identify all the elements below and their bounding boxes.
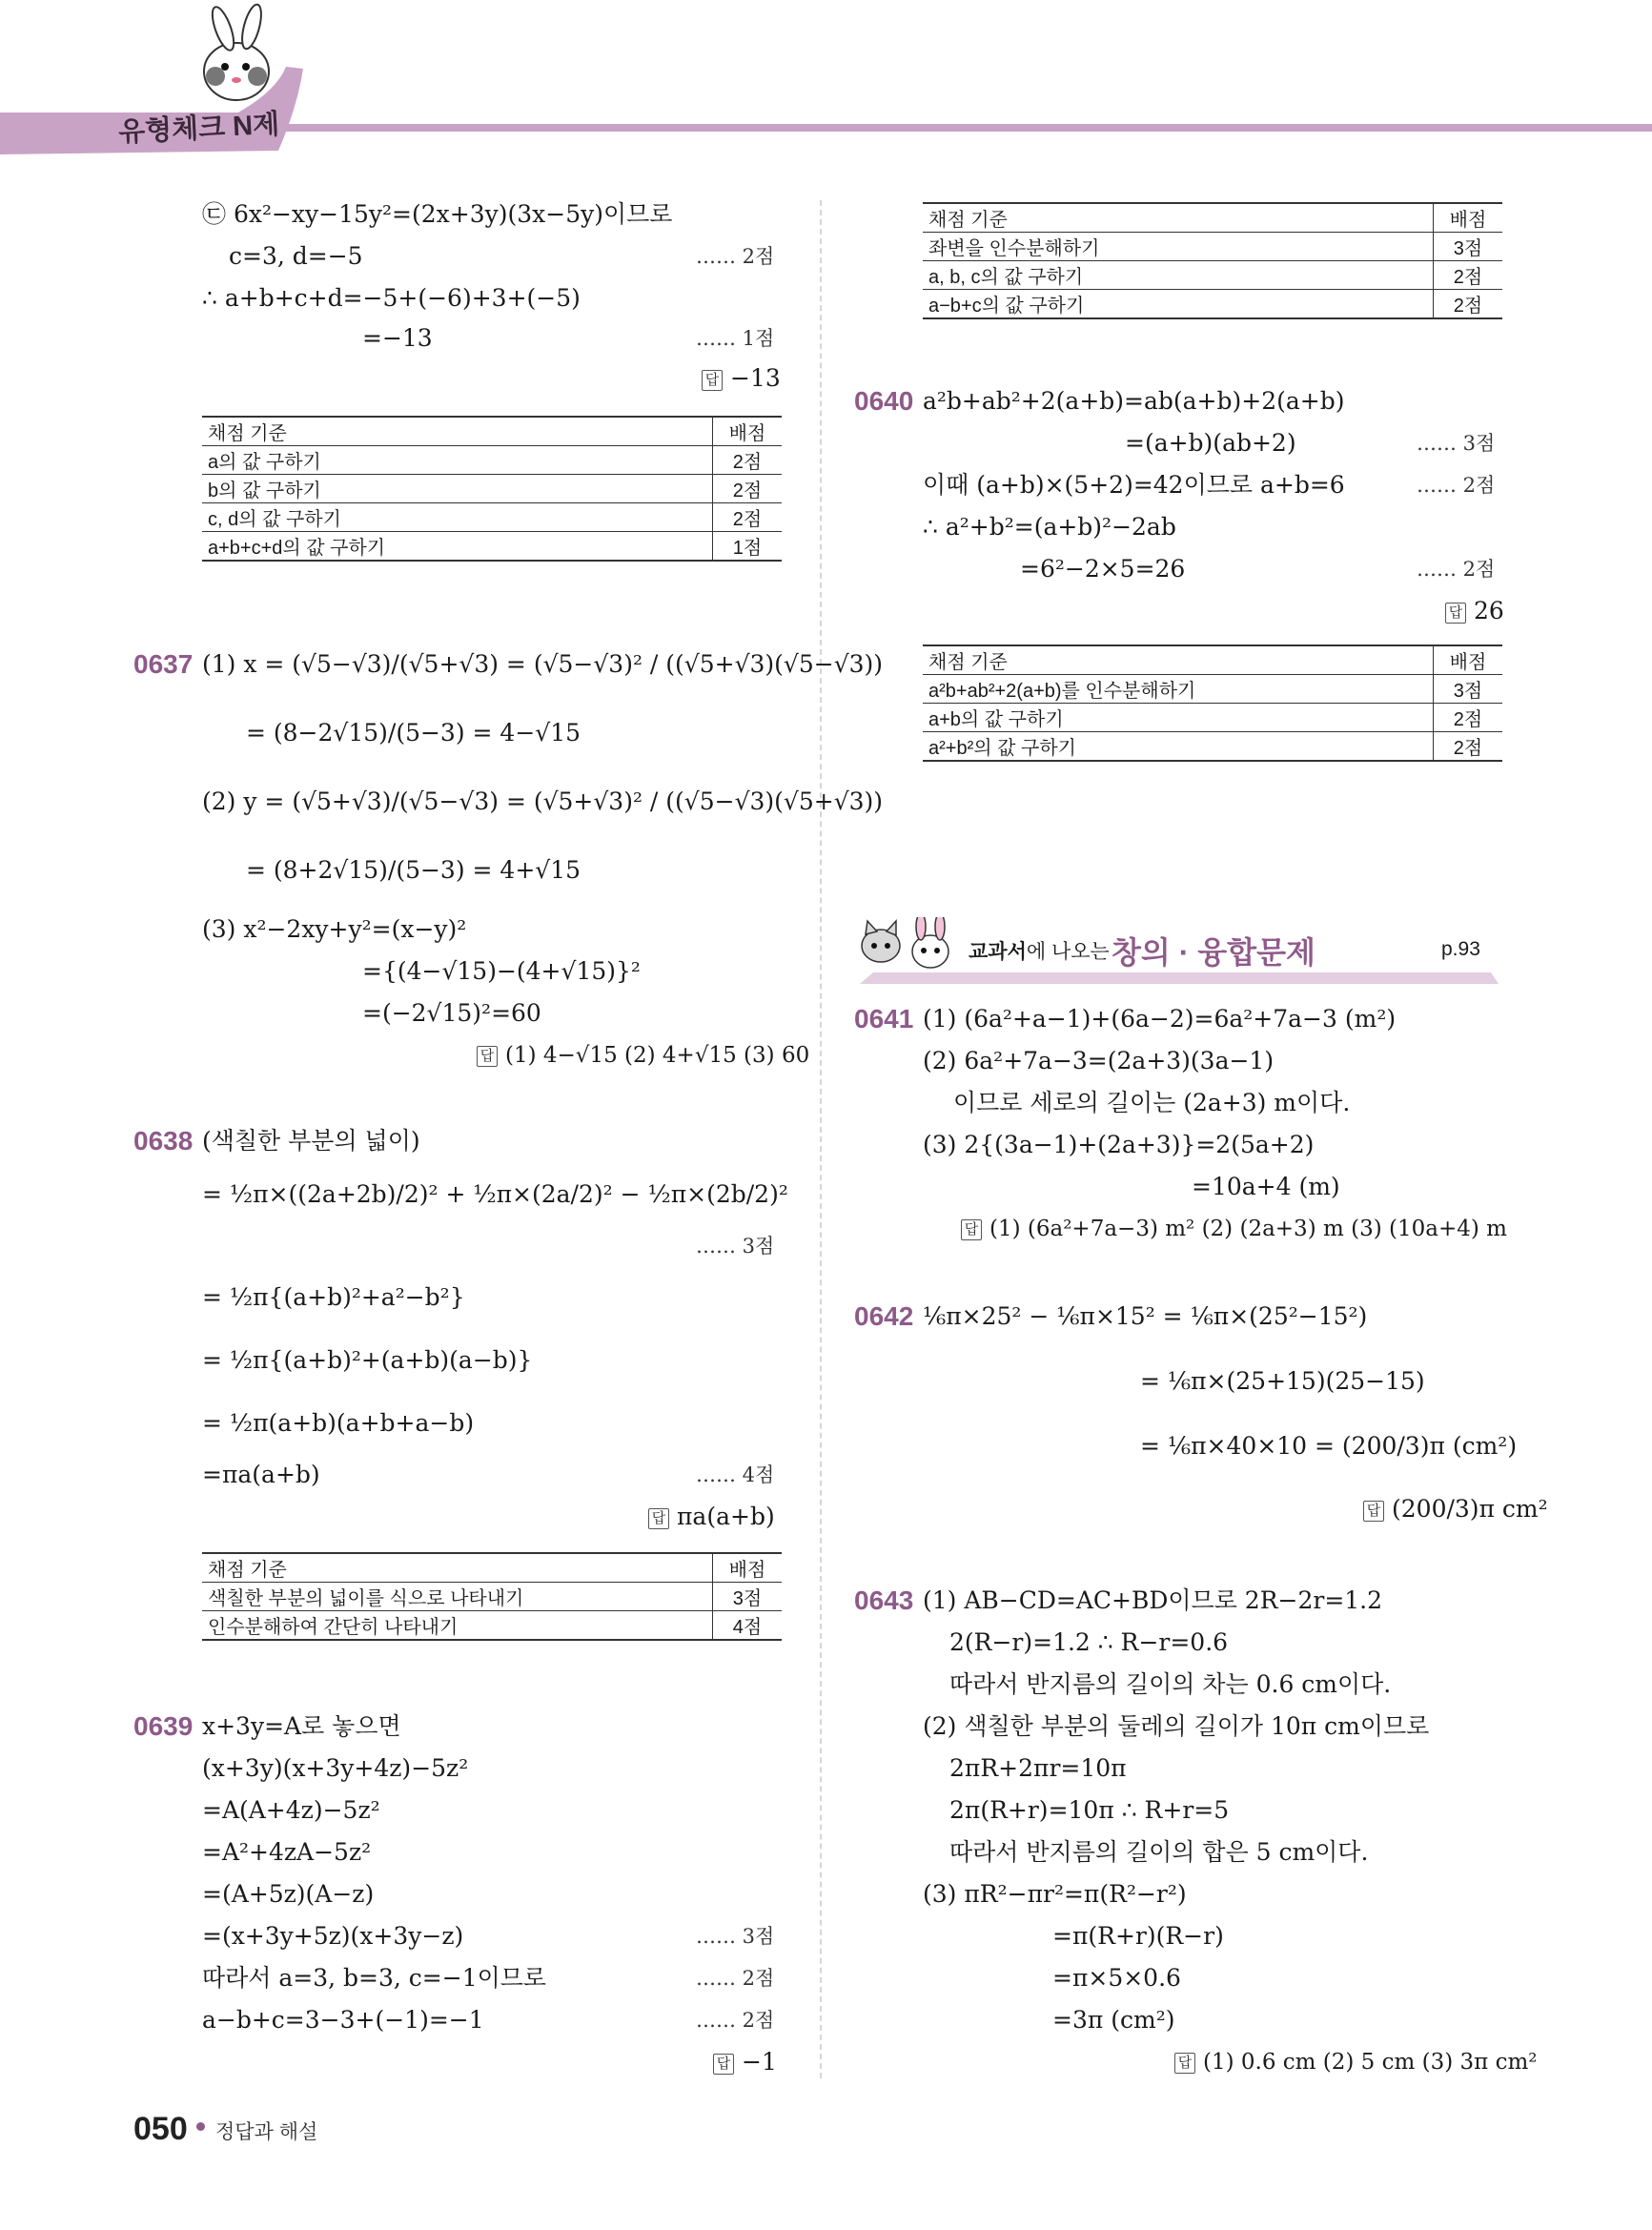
p0643-line-8: (3) πR²−πr²=π(R²−r²) — [923, 1880, 1187, 1908]
cont-line-4: =−13 — [362, 324, 433, 352]
p0641-line-2: (2) 6a²+7a−3=(2a+3)(3a−1) — [923, 1047, 1275, 1074]
criteria-cell: a²b+ab²+2(a+b)를 인수분해하기 — [923, 675, 1434, 704]
section-title: 창의 · 융합문제 — [1112, 935, 1315, 970]
p0643-line-9: =π(R+r)(R−r) — [1052, 1922, 1224, 1950]
criteria-cell: a+b+c+d의 값 구하기 — [202, 532, 713, 562]
p0640-line-4: ∴ a²+b²=(a+b)²−2ab — [923, 513, 1176, 541]
header-title: 유형체크 N제 — [117, 109, 280, 149]
answer-mark-icon: 답 — [702, 370, 723, 391]
p0638-line-1: (색칠한 부분의 넓이) — [202, 1127, 420, 1155]
p0639-line-8: a−b+c=3−3+(−1)=−1 — [202, 2006, 484, 2034]
p0638-points-2: …… 4점 — [696, 1463, 775, 1486]
p0641-line-5: =10a+4 (m) — [1192, 1173, 1340, 1200]
points-cell: 3점 — [1434, 675, 1503, 704]
p0643-line-4: (2) 색칠한 부분의 둘레의 길이가 10π cm이므로 — [923, 1712, 1430, 1740]
answer-text: πa(a+b) — [677, 1503, 775, 1530]
answer-mark-icon: 답 — [1174, 2053, 1195, 2074]
p0640-points-1: …… 3점 — [1417, 432, 1496, 455]
p0640-line-1: a²b+ab²+2(a+b)=ab(a+b)+2(a+b) — [923, 387, 1345, 415]
p0638-line-2: = ½π×((2a+2b)/2)² + ½π×(2a/2)² − ½π×(2b/2)² — [202, 1180, 788, 1208]
answer-mark-icon: 답 — [961, 1219, 982, 1240]
page-number: 050 — [133, 2111, 188, 2147]
answer-text: (200/3)π cm² — [1392, 1495, 1548, 1523]
p0643-line-10: =π×5×0.6 — [1052, 1964, 1181, 1992]
p0639-points-1: …… 3점 — [696, 1925, 775, 1948]
p0642-answer — [1363, 1493, 1548, 1525]
problem-number-0643: 0643 — [854, 1586, 914, 1615]
p0638-line-4: = ½π{(a+b)²+(a+b)(a−b)} — [202, 1346, 533, 1374]
p0639-line-5: =(A+5z)(A−z) — [202, 1880, 375, 1908]
problem-number-0641: 0641 — [854, 1004, 914, 1033]
cont-answer — [702, 362, 781, 395]
answer-text: (1) 0.6 cm (2) 5 cm (3) 3π cm² — [1203, 2050, 1538, 2075]
criteria-table-cont — [202, 416, 782, 562]
p0639-line-3: =A(A+4z)−5z² — [202, 1796, 380, 1824]
answer-text: −1 — [742, 2048, 777, 2076]
section-label — [969, 936, 1110, 965]
answer-mark-icon: 답 — [648, 1508, 669, 1529]
problem-number-0637: 0637 — [133, 649, 194, 679]
footer-bullet-icon — [196, 2122, 205, 2131]
p0639-points-3: …… 2점 — [696, 2009, 775, 2032]
footer-label: 정답과 해설 — [215, 2121, 318, 2143]
answer-mark-icon: 답 — [1445, 603, 1466, 624]
criteria-cell: a−b+c의 값 구하기 — [923, 290, 1434, 319]
p0641-line-4: (3) 2{(3a−1)+(2a+3)}=2(5a+2) — [923, 1131, 1315, 1158]
p0639-line-6: =(x+3y+5z)(x+3y−z) — [202, 1922, 464, 1950]
points-header: 배점 — [1434, 203, 1503, 233]
p0638-line-5: = ½π(a+b)(a+b+a−b) — [202, 1409, 475, 1437]
p0643-line-6: 2π(R+r)=10π ∴ R+r=5 — [949, 1796, 1230, 1824]
criteria-header: 채점 기준 — [923, 203, 1434, 233]
points-header: 배점 — [713, 1553, 783, 1583]
p0638-answer — [648, 1501, 775, 1533]
p0640-points-3: …… 2점 — [1417, 558, 1496, 581]
criteria-cell: 색칠한 부분의 넓이를 식으로 나타내기 — [202, 1583, 713, 1611]
p0639-answer — [713, 2046, 777, 2078]
p0640-line-2: =(a+b)(ab+2) — [1125, 429, 1296, 457]
cont-line-2: c=3, d=−5 — [229, 242, 363, 270]
answer-mark-icon: 답 — [713, 2054, 734, 2075]
p0640-line-3: 이때 (a+b)×(5+2)=42이므로 a+b=6 — [923, 471, 1345, 499]
cont-line-3: ∴ a+b+c+d=−5+(−6)+3+(−5) — [202, 284, 581, 312]
p0641-line-3: 이므로 세로의 길이는 (2a+3) m이다. — [953, 1089, 1351, 1116]
points-cell: 1점 — [713, 532, 783, 562]
criteria-cell: 인수분해하여 간단히 나타내기 — [202, 1611, 713, 1641]
p0642-line-3: = ⅙π×40×10 = (200/3)π (cm²) — [1140, 1432, 1518, 1460]
p0640-answer — [1445, 595, 1504, 627]
p0643-line-7: 따라서 반지름의 길이의 합은 5 cm이다. — [949, 1838, 1369, 1866]
answer-text: −13 — [730, 364, 781, 392]
bunny-mascot-icon — [912, 917, 948, 968]
problem-number-0638: 0638 — [133, 1126, 194, 1156]
criteria-cell: b의 값 구하기 — [202, 475, 713, 503]
criteria-table-0639 — [923, 202, 1502, 319]
problem-number-0640: 0640 — [854, 386, 914, 416]
cont-line-1: ㉢ 6x²−xy−15y²=(2x+3y)(3x−5y)이므로 — [202, 200, 673, 228]
criteria-table-0640 — [923, 644, 1502, 762]
problem-number-0642: 0642 — [854, 1301, 914, 1331]
answer-text: (1) 4−√15 (2) 4+√15 (3) 60 — [505, 1043, 810, 1068]
p0637-line-5: (3) x²−2xy+y²=(x−y)² — [202, 915, 467, 943]
p0639-line-1: x+3y=A로 놓으면 — [202, 1712, 401, 1740]
criteria-cell: a²+b²의 값 구하기 — [923, 732, 1434, 762]
criteria-cell: 좌변을 인수분해하기 — [923, 233, 1434, 261]
criteria-cell: a+b의 값 구하기 — [923, 704, 1434, 732]
p0640-line-5: =6²−2×5=26 — [1020, 555, 1186, 583]
p0637-answer — [477, 1039, 809, 1072]
p0642-line-1: ⅙π×25² − ⅙π×15² = ⅙π×(25²−15²) — [923, 1302, 1368, 1330]
criteria-header: 채점 기준 — [202, 1553, 713, 1583]
p0639-line-2: (x+3y)(x+3y+4z)−5z² — [202, 1754, 469, 1782]
p0643-line-2: 2(R−r)=1.2 ∴ R−r=0.6 — [949, 1628, 1229, 1656]
p0638-points-1: …… 3점 — [696, 1235, 775, 1258]
problem-number-0639: 0639 — [133, 1711, 194, 1741]
p0637-line-2: = (8−2√15)/(5−3) = 4−√15 — [246, 719, 581, 747]
column-divider — [820, 200, 822, 2078]
criteria-cell: c, d의 값 구하기 — [202, 503, 713, 532]
p0637-line-6: ={(4−√15)−(4+√15)}² — [362, 957, 641, 985]
criteria-table-0638 — [202, 1552, 782, 1641]
answer-mark-icon: 답 — [1363, 1501, 1384, 1522]
criteria-cell: a, b, c의 값 구하기 — [923, 261, 1434, 290]
criteria-header: 채점 기준 — [923, 645, 1434, 675]
points-header: 배점 — [1434, 645, 1503, 675]
points-cell: 3점 — [1434, 233, 1503, 261]
criteria-cell: a의 값 구하기 — [202, 446, 713, 475]
p0643-line-3: 따라서 반지름의 길이의 차는 0.6 cm이다. — [949, 1670, 1392, 1698]
points-header: 배점 — [713, 417, 783, 446]
p0637-line-3: (2) y = (√5+√3)/(√5−√3) = (√5+√3)² / ((√5−√3)(√5+√3)) — [202, 788, 884, 815]
p0639-line-7: 따라서 a=3, b=3, c=−1이므로 — [202, 1964, 547, 1992]
p0641-line-1: (1) (6a²+a−1)+(6a−2)=6a²+7a−3 (m²) — [923, 1005, 1397, 1033]
section-page-ref: p.93 — [1441, 938, 1480, 960]
points-cell: 3점 — [713, 1583, 783, 1611]
cat-mascot-icon — [862, 921, 900, 962]
p0643-answer — [1174, 2046, 1537, 2078]
p0639-line-4: =A²+4zA−5z² — [202, 1838, 372, 1866]
p0642-line-2: = ⅙π×(25+15)(25−15) — [1140, 1367, 1425, 1395]
p0638-line-6: =πa(a+b) — [202, 1461, 320, 1488]
cont-points-2: …… 1점 — [696, 327, 775, 350]
p0640-points-2: …… 2점 — [1417, 474, 1496, 497]
points-cell: 2점 — [1434, 261, 1503, 290]
p0637-line-7: =(−2√15)²=60 — [362, 999, 541, 1027]
p0637-line-1: (1) x = (√5−√3)/(√5+√3) = (√5−√3)² / ((√5+√3)(√5−√3)) — [202, 650, 884, 678]
p0643-line-11: =3π (cm²) — [1052, 2006, 1175, 2034]
points-cell: 2점 — [713, 475, 783, 503]
criteria-header: 채점 기준 — [202, 417, 713, 446]
cont-points-1: …… 2점 — [696, 245, 775, 268]
p0643-line-5: 2πR+2πr=10π — [949, 1754, 1127, 1782]
p0637-line-4: = (8+2√15)/(5−3) = 4+√15 — [246, 856, 581, 884]
points-cell: 2점 — [713, 503, 783, 532]
points-cell: 2점 — [1434, 290, 1503, 319]
p0639-points-2: …… 2점 — [696, 1967, 775, 1990]
section-label-mid: 에 나오는 — [1026, 941, 1110, 963]
answer-text: 26 — [1474, 597, 1504, 624]
points-cell: 2점 — [1434, 704, 1503, 732]
p0638-line-3: = ½π{(a+b)²+a²−b²} — [202, 1283, 465, 1311]
answer-mark-icon: 답 — [477, 1046, 498, 1067]
bunny-mascot-icon — [204, 3, 269, 100]
points-cell: 4점 — [713, 1611, 783, 1641]
answer-text: (1) (6a²+7a−3) m² (2) (2a+3) m (3) (10a+4) m — [989, 1217, 1507, 1241]
p0641-answer — [961, 1213, 1507, 1245]
section-label-bold: 교과서 — [969, 941, 1027, 963]
points-cell: 2점 — [1434, 732, 1503, 762]
points-cell: 2점 — [713, 446, 783, 475]
p0643-line-1: (1) AB−CD=AC+BD이므로 2R−2r=1.2 — [923, 1586, 1383, 1614]
